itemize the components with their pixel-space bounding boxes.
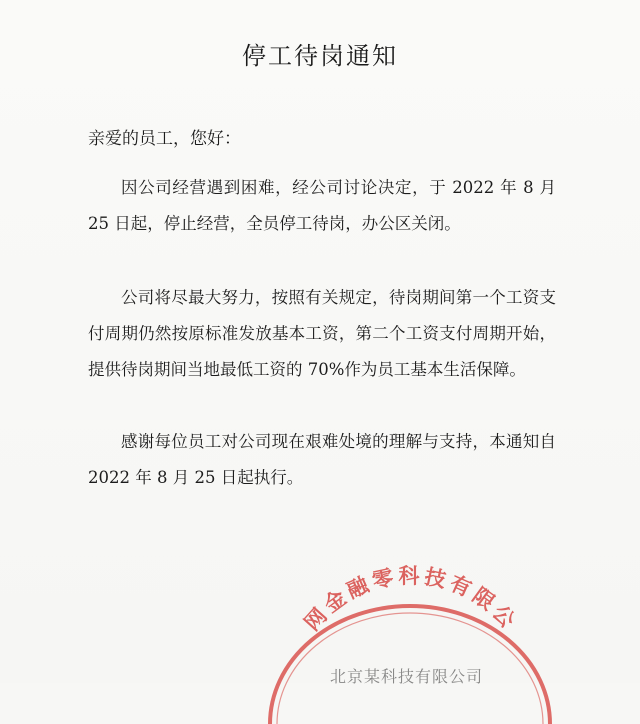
- signature: 北京某科技有限公司: [330, 667, 484, 684]
- seal-text: 网金融零科技有限公: [299, 563, 523, 636]
- salutation: 亲爱的员工，您好：: [88, 129, 241, 149]
- paragraph-2: 公司将尽最大努力，按照有关规定，待岗期间第一个工资支付周期仍然按原标准发放基本工资，第二个工资支付周期开始，提供待岗期间当地最低工资的 70%作为员工基本生活保障。: [88, 288, 556, 379]
- company-seal: [240, 563, 580, 724]
- paragraph-1: 因公司经营遇到困难，经公司讨论决定，于 2022 年 8 月 25 日起，停止经营，全员停工待岗，办公区关闭。: [88, 178, 556, 233]
- notice-title: 停工待岗通知: [242, 42, 398, 70]
- paragraph-3: 感谢每位员工对公司现在艰难处境的理解与支持，本通知自 2022 年 8 月 25 日起执行。: [88, 432, 556, 487]
